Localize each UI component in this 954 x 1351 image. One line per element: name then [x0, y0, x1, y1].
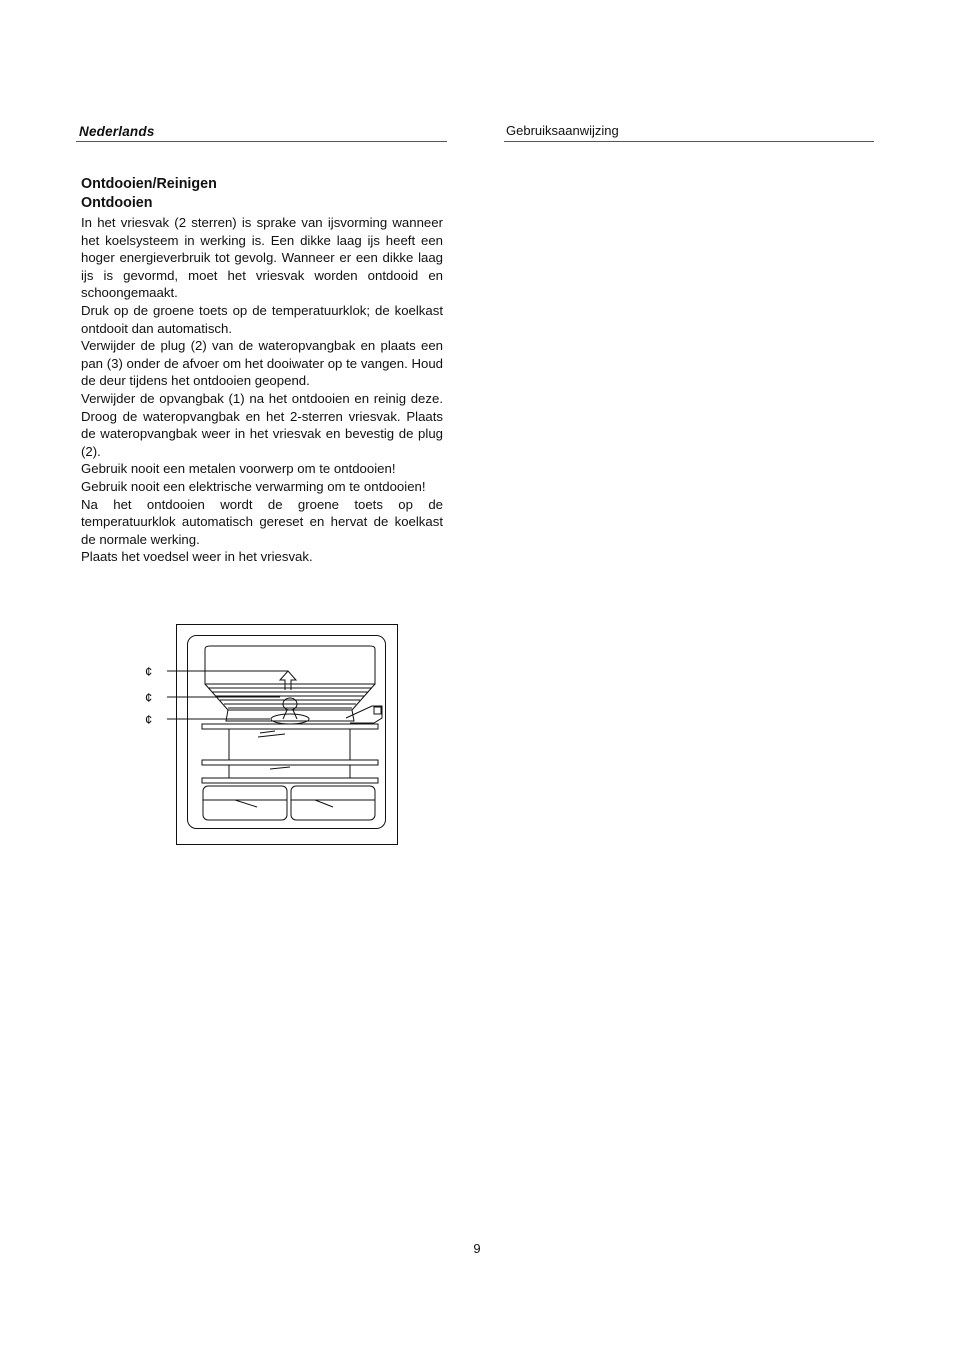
fridge-diagram	[140, 622, 400, 848]
header-rule-right	[504, 141, 874, 142]
paragraph: Verwijder de opvangbak (1) na het ontdooien en reinig deze. Droog de wateropvangbak en het 2-sterren vriesvak. Plaats de wateropvangbak weer in het vriesvak en bevestig de plug (2).	[81, 390, 443, 459]
paragraph: Plaats het voedsel weer in het vriesvak.	[81, 549, 313, 565]
page-number: 9	[473, 1241, 481, 1256]
header-doc-type: Gebruiksaanwijzing	[506, 123, 619, 138]
paragraph: Verwijder de plug (2) van de wateropvangbak en plaats een pan (3) onder de afvoer om het dooiwater op te vangen. Houd de deur tijdens het ontdooien geopend.	[81, 338, 443, 389]
section-content	[81, 175, 443, 566]
callout-label-1: ¢	[145, 664, 153, 679]
paragraph: Na het ontdooien wordt de groene toets op de temperatuurklok automatisch gereset en hervat de koelkast de normale werking.	[81, 496, 443, 547]
section-title: Ontdooien/Reinigen	[81, 176, 217, 192]
callout-label-3: ¢	[145, 712, 153, 727]
callout-label-2: ¢	[145, 690, 153, 705]
paragraph: Gebruik nooit een metalen voorwerp om te ontdooien!	[81, 461, 396, 477]
header-rule-left	[76, 141, 447, 142]
paragraph: Gebruik nooit een elektrische verwarming om te ontdooien!	[81, 478, 426, 494]
header-language: Nederlands	[79, 124, 155, 139]
section-subtitle: Ontdooien	[81, 195, 153, 211]
paragraph: Druk op de groene toets op de temperatuurklok; de koelkast ontdooit dan automatisch.	[81, 302, 443, 336]
fridge-illustration	[140, 622, 400, 848]
body-text	[81, 214, 443, 566]
paragraph: In het vriesvak (2 sterren) is sprake van ijsvorming wanneer het koelsysteem in werking is. Een dikke laag ijs heeft een hoger energieverbruik tot gevolg. Wanneer er een dikke laag ijs is gevormd, moet het vriesvak worden ontdooid en schoongemaakt.	[81, 215, 443, 301]
